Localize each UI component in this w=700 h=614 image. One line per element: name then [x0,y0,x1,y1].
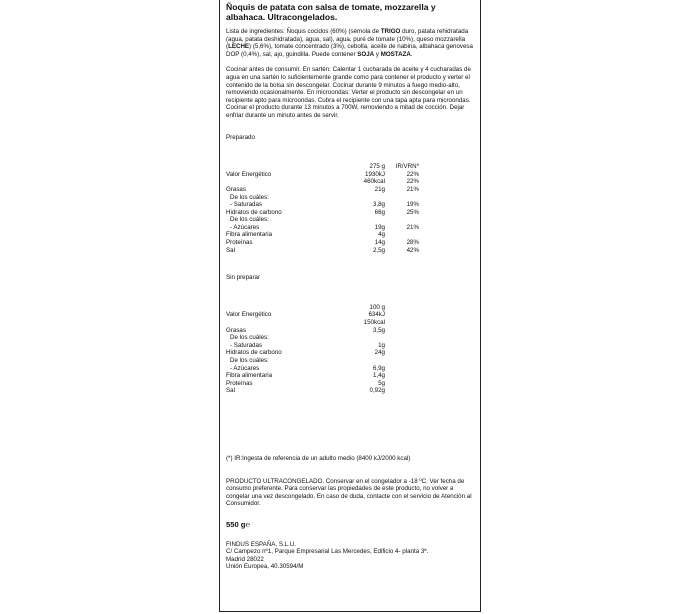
nutrition-row [226,231,421,239]
nutrient-percent: 25% [406,208,419,216]
nutrition-row [226,387,421,395]
nutrient-percent [385,387,421,395]
nutrition-row [226,311,421,319]
company-address-line: Unión Europea, 40.30594/M [226,563,304,571]
nutrient-name: Sal [226,246,235,254]
ingredients-text: y [374,50,381,58]
nutrient-percent [385,194,421,202]
nutrition-row [226,357,421,365]
nutrition-row [226,334,421,342]
nutrition-row [226,201,421,209]
ingredients-text: Lista de ingredientes: Ñoquis cocidos (60%) (sémola de [226,28,381,35]
nutrient-name: - Saturadas [230,201,262,209]
nutrient-amount: 14g [374,239,385,247]
nutrient-amount [350,357,385,365]
prepared-nutrition-table [226,163,421,254]
nutrient-percent [385,231,421,239]
storage-instructions: PRODUCTO ULTRACONGELADO. Conservar en el congelador a -18 ºC. Ver fecha de consumo preferente. Para conservar las propiedades de este producto, no volver a congelar una vez descongelado. En caso de duda, contacte con el servicio de Atención al Consumidor. [226,477,472,508]
nutrient-name [226,163,350,171]
nutrient-name: Valor Energético [226,311,272,319]
nutrient-name: - Azúcares [230,364,260,372]
nutrient-name: Proteínas [226,379,253,387]
nutrient-name: Fibra alimentaria [226,231,273,239]
ingredients-text: . [410,50,413,58]
nutrient-percent [385,216,421,224]
nutrient-amount: 275 g [369,163,385,171]
allergen-wheat: TRIGO [380,28,401,35]
nutrient-amount: 2,5g [372,246,385,254]
nutrient-amount: 66g [374,208,385,216]
allergen-soy: SOJA [357,50,375,58]
nutrient-percent [385,319,421,327]
nutrient-amount: 6,9g [372,364,385,372]
company-address-line: C/ Campezo nº1, Parque Empresarial Las Mercedes, Edificio 4- planta 3ª. [226,548,429,556]
nutrient-name: De los cuáles: [230,193,269,201]
nutrient-percent [385,327,421,335]
nutrient-name [226,319,350,327]
nutrition-row [226,171,421,179]
unprepared-section-title: Sin preparar [226,274,261,282]
nutrient-amount: 150kcal [363,319,385,327]
nutrient-amount: 3,5g [372,326,385,334]
nutrient-percent [385,365,421,373]
nutrition-row [226,186,421,194]
nutrient-amount: 19g [374,223,385,231]
nutrition-row [226,327,421,335]
product-label [219,0,481,612]
nutrient-name: - Azúcares [230,223,260,231]
nutrient-name [226,178,350,186]
nutrition-header-row [226,163,421,171]
nutrient-name: Hidratos de carbono [226,349,282,357]
nutrient-percent: 19% [406,201,419,209]
nutrient-amount [350,334,385,342]
nutrition-row [226,365,421,373]
nutrient-name: Hidratos de carbono [226,208,282,216]
nutrient-percent: 22% [406,170,419,178]
ingredients-text: duro, patata rehidratada (agua, patata deshidratada), agua, sal), agua, puré de tomate (10%), queso mozzarella ( [226,28,469,51]
nutrient-name: - Saturadas [230,341,262,349]
nutrition-row [226,319,421,327]
nutrient-percent [385,372,421,380]
nutrient-name: Proteínas [226,239,253,247]
nutrient-percent: 42% [406,246,419,254]
nutrient-percent [385,334,421,342]
nutrient-amount: 1930kJ [365,170,385,178]
net-weight: 550 g℮ [226,519,250,529]
nutrient-name: Grasas [226,326,246,334]
nutrient-amount: 0,92g [369,387,385,395]
nutrient-name: De los cuáles: [230,334,269,342]
nutrient-name: Sal [226,387,235,395]
product-title: Ñoquis de patata con salsa de tomate, mozzarella y albahaca. Ultracongelados. [226,2,436,22]
nutrient-percent: 22% [406,178,419,186]
nutrient-amount: 634kJ [368,311,385,319]
nutrient-amount: 100 g [369,303,385,311]
reference-intake-note: (*) IR:Ingesta de referencia de un adulto medio (8400 kJ/2000 kcal) [226,454,411,462]
company-name: FINDUS ESPAÑA, S.L.U. [226,540,297,548]
nutrition-row [226,239,421,247]
nutrient-percent: 21% [406,185,419,193]
nutrient-amount: 21g [374,185,385,193]
nutrition-row [226,224,421,232]
nutrient-percent: 21% [406,223,419,231]
ingredients-list [226,28,474,58]
nutrition-row [226,380,421,388]
nutrition-row [226,349,421,357]
nutrient-percent [385,380,421,388]
company-info [226,541,474,571]
nutrition-row [226,178,421,186]
nutrition-row [226,247,421,255]
allergen-mustard: MOSTAZA [380,50,411,58]
nutrition-row [226,209,421,217]
company-address-line: Madrid 28022 [226,555,264,563]
nutrient-amount [350,216,385,224]
nutrient-percent: 28% [406,239,419,247]
nutrient-amount [350,194,385,202]
cooking-instructions: Cocinar antes de consumir. En sartén: Calentar 1 cucharada de aceite y 4 cucharadas de agua en una sartén lo suficientemente grande como para contener el producto y verter el contenido de la bolsa sin descongelar. Cocinar durante 9 minutos a fuego medio-alto, removiendo ocasionalmente. En microondas: Verter el producto sin descongelar en un recipiente apto para microondas. Cubra el recipiente con una tapa apta para microondas. Cocinar el producto durante 13 minutos a 700W, removiendo a mitad de cocción. Dejar enfriar durante un minuto antes de servir. [226,66,471,119]
ingredients-text: ) (5,6%), tomate concentrado (3%), cebolla, aceite de nabina, albahaca genovesa DOP (0,4%), sal, ajo, guindilla. Puede contener [226,43,473,58]
nutrient-amount: 4g [378,231,385,239]
nutrient-name: De los cuáles: [230,216,269,224]
nutrient-amount: 1g [378,341,385,349]
nutrition-row [226,372,421,380]
nutrient-amount: 1,4g [372,372,385,380]
nutrient-name: De los cuáles: [230,357,269,364]
nutrient-name: Fibra alimentaria [226,372,273,380]
unprepared-nutrition-table [226,304,421,395]
nutrient-percent: IR/VRN* [395,163,419,171]
nutrient-amount: 3,8g [372,201,385,209]
nutrient-percent [385,349,421,357]
nutrition-row [226,342,421,350]
nutrition-row [226,194,421,202]
allergen-milk: LECHE [228,43,250,51]
nutrient-name [226,304,350,312]
nutrient-name: Grasas [226,185,246,193]
nutrient-percent [385,311,421,319]
nutrient-amount: 460kcal [363,178,385,186]
nutrient-amount: 5g [378,379,385,387]
nutrition-header-row [226,304,421,312]
nutrient-percent [385,357,421,365]
prepared-section-title: Preparado [226,133,255,141]
nutrient-amount: 24g [374,349,385,357]
nutrient-name: Valor Energético [226,170,272,178]
nutrient-percent [385,304,421,312]
nutrition-row [226,216,421,224]
nutrient-percent [385,342,421,350]
